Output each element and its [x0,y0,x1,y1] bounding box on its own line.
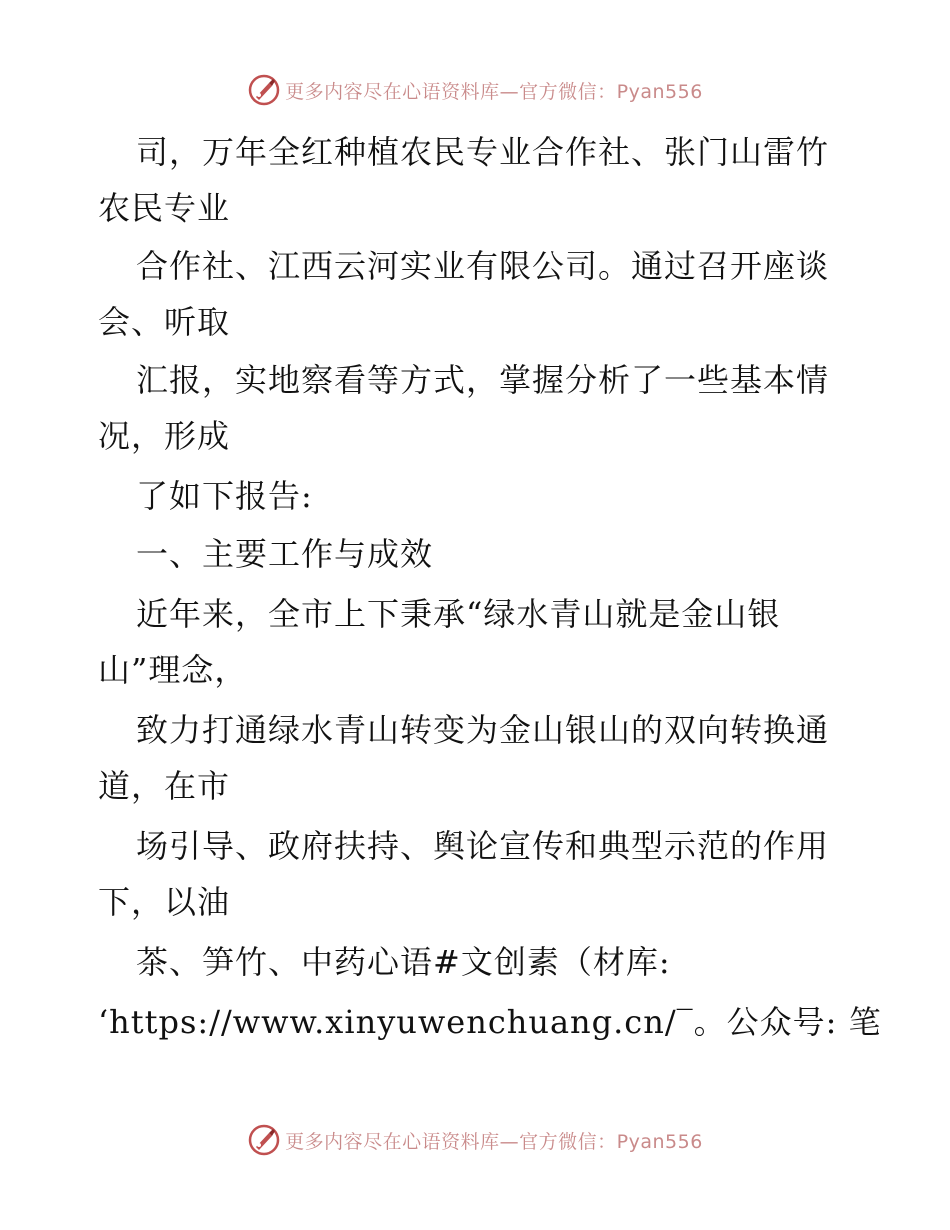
footer-watermark [0,1120,950,1160]
text-line: 况，形成 [98,417,231,455]
text-line: 会、听取 [98,303,231,341]
text-line: 了如下报告: [136,477,313,515]
text-line: 场引导、政府扶持、舆论宣传和典型示范的作用 [136,827,830,865]
text-line: ‘https://www.xinyuwenchuang.cn/‾。公众号: 笔 [98,1003,882,1041]
text-line: 司，万年全红种植农民专业合作社、张门山雷竹 [136,133,830,171]
text-line: 致力打通绿水青山转变为金山银山的双向转换通 [136,711,830,749]
text-line: 近年来，全市上下秉承“绿水青山就是金山银 [136,595,781,633]
text-line: 下，以油 [98,883,231,921]
text-line: 汇报，实地察看等方式，掌握分析了一些基本情 [136,361,830,399]
text-line: 道，在市 [98,767,231,805]
header-watermark-text: 更多内容尽在心语资料库—官方微信：Pyan556 [285,80,703,103]
logo-icon [247,1123,281,1157]
footer-watermark-text: 更多内容尽在心语资料库—官方微信：Pyan556 [285,1130,703,1153]
text-line: 农民专业 [98,189,231,227]
section-heading: 一、主要工作与成效 [136,535,434,573]
text-line: 合作社、江西云河实业有限公司。通过召开座谈 [136,247,830,285]
logo-icon [247,73,281,107]
text-line: 茶、笋竹、中药心语#文创素（材库: [136,943,671,981]
header-watermark [0,70,950,110]
text-line: 山”理念， [98,651,248,689]
